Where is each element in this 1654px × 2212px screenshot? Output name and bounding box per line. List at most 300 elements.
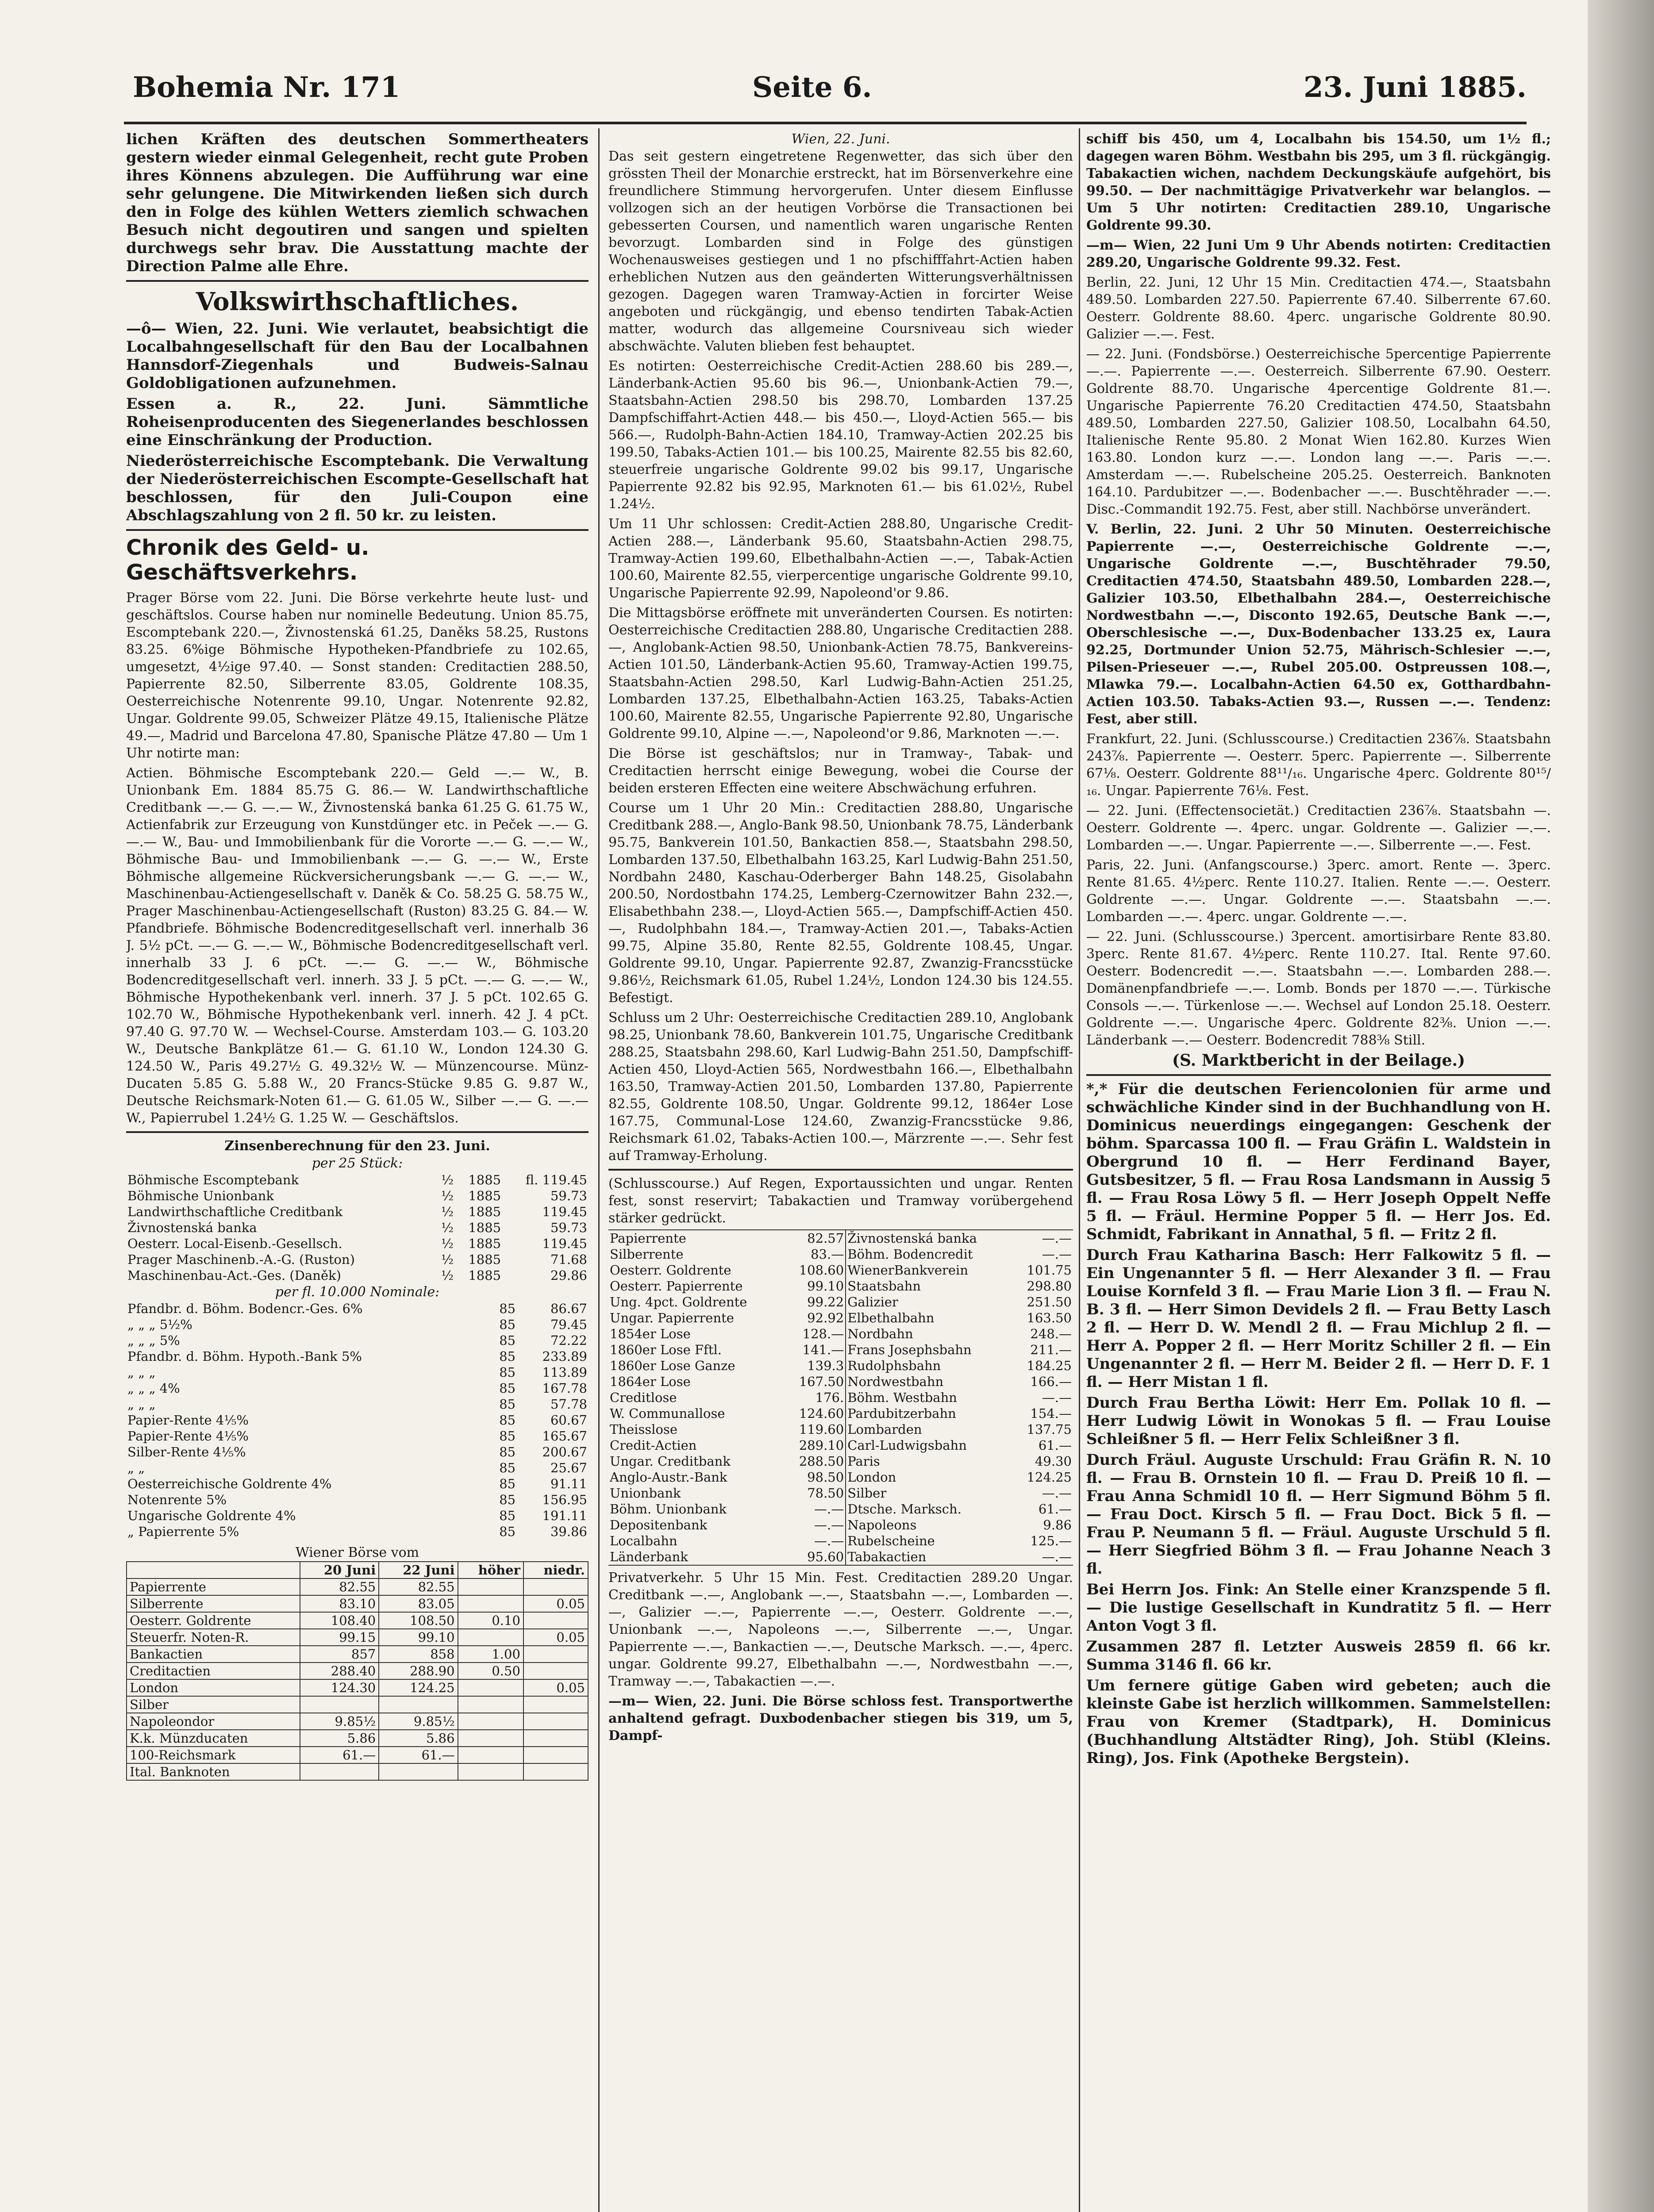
table-row [126,1508,589,1524]
security-value: 95.60 [807,1549,844,1564]
table-cell [458,1629,523,1646]
table-row [608,1278,1073,1294]
divider [608,1169,1073,1171]
table-cell [458,1595,523,1612]
table-row [126,1172,589,1188]
security-name: WienerBankverein [846,1262,1013,1278]
security-value: 92.92 [807,1310,844,1325]
table-row [608,1246,1073,1262]
closing-course-table [608,1229,1073,1566]
security-name: Credit-Actien [610,1438,697,1453]
table-cell: 82.55 [379,1578,458,1595]
table-cell: 99.15 [300,1629,379,1646]
table-row [126,1476,589,1492]
security-value: 61.— [1038,1438,1072,1453]
year: 1885 [468,1204,501,1219]
table-row [127,1679,588,1696]
frankfurt-effectensocietaet: — 22. Juni. (Effectensocietät.) Creditactien 236⅞. Staatsbahn —. Oesterr. Goldrente —. 4perc. ungar. Goldrente —. Galizier —.—. Lombarden —.—. Ungar. Papierrente —.—. Silberrente —.—. Fest. [1086,803,1551,853]
security-name: Böhm. Bodencredit [846,1246,1013,1262]
year: 85 [499,1460,516,1475]
vienna-closing-2h: Schluss um 2 Uhr: Oesterreichische Creditactien 289.10, Anglobank 98.25, Unionbank 78.60, Bankverein 101.75, Ungarische Creditbank 288.25, Staatsbahn 298.60, Karl Ludwig-Bahn 251.50, Dampfschiff-Actien 450, Lloyd-Actien 565, Nordwestbahn 166.—, Elbethalbahn 163.50, Tramway-Actien 201.50, Lombarden 137.80, Papierrente 82.55, Goldrente 108.50, Ungar. Goldrente 99.12, 1864er Lose 167.75, Communal-Lose 124.60, Zwanzig-Francsstücke 9.86, Reichsmark 61.02, Tabaks-Actien 100.—, Märzrente —.—. Sehr fest auf Tramway-Erholung. [608,1010,1073,1164]
security-value: 248.— [1030,1326,1072,1341]
year: 85 [499,1413,516,1428]
security-name: Oesterr. Local-Eisenb.-Gesellsch. [127,1236,342,1251]
vienna-trading-note: Die Börse ist geschäftslos; nur in Tramway-, Tabak- und Creditactien herrscht einige Bewegung, wobei die Course der beiden ersteren Effecten eine weitere Abschwächung erfuhren. [608,746,1073,796]
table-cell: 61.— [300,1747,379,1763]
interest-value: 113.89 [542,1365,587,1380]
table-row [608,1453,1073,1469]
berlin-report-noon: Berlin, 22. Juni, 12 Uhr 15 Min. Creditactien 474.—, Staatsbahn 489.50. Lombarden 227.50. Papierrente 67.40. Silberrente 67.60. Oesterr. Goldrente 88.60. 4perc. ungarische Goldrente 80.90. Galizier —.—. Fest. [1086,275,1551,342]
table-row [127,1730,588,1747]
divider [126,280,589,282]
table-row [608,1469,1073,1485]
security-name: Nordwestbahn [846,1374,1013,1390]
table-row [126,1348,589,1364]
table-row [608,1549,1073,1565]
table-row [126,1188,589,1204]
table-cell: 83.05 [379,1595,458,1612]
table-cell: Papierrente [127,1578,300,1595]
table-row [127,1578,588,1595]
year: 85 [499,1381,516,1396]
year: 85 [499,1333,516,1348]
table-row [608,1390,1073,1406]
security-name: Silberrente [610,1247,684,1262]
security-name: „ „ „ [127,1397,156,1412]
year: 1885 [468,1188,501,1203]
year: 85 [499,1349,516,1364]
security-value: 137.75 [1027,1422,1072,1437]
table-cell [458,1730,523,1747]
table-cell [523,1646,588,1663]
year: 85 [499,1508,516,1523]
table-cell: Napoleondor [127,1713,300,1730]
table-row [127,1696,588,1713]
period-fraction [485,1333,489,1348]
donations-urschuld: Durch Fräul. Auguste Urschuld: Frau Gräfin R. N. 10 fl. — Frau B. Ornstein 10 fl. — Frau D. Preiß 10 fl. — Frau Anna Schmidl 10 fl. — Herr Sigmund Böhm 5 fl. — Frau Doct. Kirsch 5 fl. — Frau Doct. Bick 5 fl. — Frau P. Neumann 5 fl. — Fräul. Auguste Urschuld 5 fl. — Herr Siegfried Böhm 3 fl. — Frau Johanne Neach 3 fl. [1086,1451,1551,1578]
paris-closing: — 22. Juni. (Schlusscourse.) 3percent. amortisirbare Rente 83.80. 3perc. Rente 81.67. 4½perc. Rente 110.27. Ital. Rente 97.60. Oesterr. Bodencredit —.—. Staatsbahn —.—. Lombarden 288.—. Domänenpfandbriefe —.—. Lomb. Bonds per 1870 —.—. Türkische Consols —.—. Türkenlose —.—. Wechsel auf London 25.18. Oesterr. Goldrente —.—. Ungarische 4perc. Goldrente 82⅜. Union —.—. Länderbank —.— Oesterr. Bodencredit 788⅜ Still. [1086,929,1551,1048]
column-3 [1086,131,1551,2212]
security-value: 49.30 [1035,1454,1072,1469]
berlin-report-afternoon: V. Berlin, 22. Juni. 2 Uhr 50 Minuten. Oesterreichische Papierrente —.—, Oesterreichische Goldrente —.—, Ungarische Goldrente —.—, Buschtěhrader 79.50, Creditactien 474.50, Staatsbahn 489.50, Lombarden 228.—, Galizier 103.50, Elbethalbahn 284.—, Oesterreichische Nordwestbahn —.—, Disconto 192.65, Deutsche Bank —.—, Oberschlesische —.—, Dux-Bodenbacher 133.25 ex, Laura 92.25, Dortmunder Union 52.75, Mährisch-Schlesier —.—, Pilsen-Prieseuer —.—, Rubel 205.00. Ostpreussen 108.—, Mlawka 79.—. Localbahn-Actien 64.50 ex, Gotthardbahn-Actien 103.50. Tabaks-Actien 93.—, Russen —.—. Tendenz: Fest, aber still. [1086,522,1551,727]
paris-opening: Paris, 22. Juni. (Anfangscourse.) 3perc. amort. Rente —. 3perc. Rente 81.65. 4½perc. Rente 110.27. Italien. Rente —.—. Oesterr. Goldrente —.—. Ungar. Goldrente —.—. Staatsbahn —.—. Lombarden —.—. 4perc. ungar. Goldrente —.—. [1086,857,1551,925]
theatre-review-text: lichen Kräften des deutschen Sommertheaters gestern wieder einmal Gelegenheit, recht gute Proben ihres Könnens abzulegen. Die Aufführung war eine sehr gelungene. Die Mitwirkenden ließen sich durch den in Folge des kühlen Wetters ziemlich schwachen Besuch nicht degoutiren und sangen und spielten durchwegs sehr brav. Die Ausstattung machte der Direction Palme alle Ehre. [126,131,589,275]
table-cell [300,1696,379,1713]
table-cell: 100-Reichsmark [127,1747,300,1763]
period-fraction [485,1460,489,1476]
period-fraction [485,1444,489,1460]
security-name: Landwirthschaftliche Creditbank [127,1204,343,1219]
table-row [126,1460,589,1476]
security-name: Lombarden [846,1421,1013,1437]
security-name: Böhm. Unionbank [610,1502,727,1517]
divider [126,529,589,531]
security-value: 108.60 [799,1263,844,1278]
security-name: Elbethalbahn [846,1310,1013,1326]
table-row [126,1301,589,1317]
security-name: Anglo-Austr.-Bank [610,1470,727,1485]
table-row [126,1220,589,1236]
table-cell [523,1696,588,1713]
table-row [608,1485,1073,1501]
table-cell: 83.10 [300,1595,379,1612]
security-value: 166.— [1030,1374,1072,1389]
security-name: Tabakactien [846,1549,1013,1565]
security-value: —.— [1042,1486,1072,1501]
table-row [127,1595,588,1612]
table-row [608,1294,1073,1310]
table-cell [523,1713,588,1730]
security-name: Böhm. Westbahn [846,1390,1013,1406]
vienna-evening-report: —m— Wien, 22. Juni. Die Börse schloss fest. Transportwerthe anhaltend gefragt. Duxbodenbacher stiegen bis 319, um 5, Dampf- [608,1694,1073,1743]
security-value: 251.50 [1027,1294,1072,1310]
security-name: 1860er Lose Ganze [610,1358,735,1373]
news-vienna-localbahn: —ô— Wien, 22. Juni. Wie verlautet, beabsichtigt die Localbahngesellschaft für den Bau der Localbahnen Hannsdorf-Ziegenhals und Budweis-Salnau Goldobligationen aufzunehmen. [126,320,589,392]
vienna-report-continued: schiff bis 450, um 4, Localbahn bis 154.50, um 1½ fl.; dagegen waren Böhm. Westbahn bis 295, um 3 fl. rückgängig. Tabakactien wichen, nachdem Deckungskäufe aufgehört, bis 99.50. — Der nachmittägige Privatverkehr war belanglos. — Um 5 Uhr notirten: Creditactien 289.10, Ungarische Goldrente 99.30. [1086,131,1551,233]
security-value: 9.86 [1043,1517,1072,1532]
security-name: „ „ „ 4% [127,1381,180,1396]
year: 85 [499,1524,516,1539]
table-cell [458,1747,523,1763]
table-row [127,1629,588,1646]
table-row [608,1374,1073,1390]
period-fraction: ½ [441,1172,454,1187]
period-fraction [485,1380,489,1396]
vienna-market-report: Das seit gestern eingetretene Regenwetter, das sich über den grössten Theil der Monarchie erstreckt, hat im Börsenverkehre eine freundlichere Stimmung hervorgerufen. Unter diesem Einflusse vollzogen sich an der heutigen Vorbörse die Transactionen bei gebesserten Coursen, und namentlich waren ungarische Renten bevorzugt. Lombarden sind in Folge des günstigen Wochenausweises gestiegen und 1 no pfschifffahrt-Actien haben erheblichen Nutzen aus den geänderten Witterungsverhältnissen gezogen. Dagegen waren Tramway-Actien in forcirter Weise angeboten und rückgängig, und ebenso tendirten Tabak-Actien matter, wodurch das allgemeine Coursniveau sich wieder abschwächte. Valuten blieben fest behauptet. [608,149,1073,354]
period-fraction [485,1524,489,1540]
table-cell [523,1578,588,1595]
table-cell: 61.— [379,1747,458,1763]
security-name: Notenrente 5% [127,1492,227,1507]
security-name: Galizier [846,1294,1013,1310]
security-name: Papier-Rente 4⅕% [127,1413,249,1428]
period-fraction [485,1396,489,1412]
interest-value: 39.86 [550,1524,587,1539]
security-name: Unionbank [610,1486,681,1501]
vienna-quotes-1h20: Course um 1 Uhr 20 Min.: Creditactien 288.80, Ungarische Creditbank 288.—, Anglo-Bank 98.50, Unionbank 78.75, Länderbank 95.75, Bankverein 101.50, Bankactien 858.—, Staatsbahn 298.50, Lombarden 137.50, Elbethalbahn 163.25, Karl Ludwig-Bahn 251.50, Nordbahn 2480, Kaschau-Oderberger Bahn 148.25, Gisolabahn 200.50, Nordostbahn 174.25, Lemberg-Czernowitzer Bahn 232.—, Elisabethbahn 238.—, Lloyd-Actien 565.—, Dampfschiff-Actien 450.—, Rudolphbahn 184.—, Tramway-Actien 201.—, Tabaks-Actien 99.75, Alpine 35.80, Rente 82.55, Goldrente 108.45, Ungar. Goldrente 99.10, Ungar. Papierrente 92.87, Zwanzig-Francsstücke 9.86½, Reichsmark 61.05, Rubel 1.24½, London 124.30 bis 124.55. Befestigt. [608,800,1073,1006]
table-cell [523,1730,588,1747]
security-value: 163.50 [1027,1310,1072,1325]
security-name: Böhmische Unionbank [127,1188,274,1203]
table-cell: 82.55 [300,1578,379,1595]
table-cell: Creditactien [127,1663,300,1679]
security-value: —.— [814,1502,844,1517]
page-binding-edge [1588,0,1654,2212]
interest-value: 71.68 [550,1252,587,1267]
table-cell [523,1663,588,1679]
year: 85 [499,1444,516,1459]
table-cell: 0.05 [523,1679,588,1696]
security-value: 125.— [1030,1533,1072,1548]
security-value: —.— [1042,1231,1072,1246]
year: 85 [499,1476,516,1491]
header-date: 23. Juni 1885. [1304,71,1527,104]
security-value: —.— [1042,1390,1072,1405]
security-name: Creditlose [610,1390,677,1405]
security-name: „ „ „ [127,1365,156,1380]
security-name: „ „ „ 5½% [127,1317,192,1332]
table-cell: 858 [379,1646,458,1663]
table-cell [300,1763,379,1780]
table-cell: 288.90 [379,1663,458,1679]
security-value: 98.50 [807,1470,844,1485]
year: 85 [499,1365,516,1380]
security-name: Länderbank [610,1549,688,1564]
period-fraction: ½ [441,1220,454,1235]
security-value: —.— [814,1533,844,1548]
year: 85 [499,1429,516,1444]
table-row [126,1444,589,1460]
table-cell: 0.10 [458,1612,523,1629]
security-value: 154.— [1030,1406,1072,1421]
column-header: höher [458,1562,523,1578]
interest-value: 165.67 [542,1429,587,1444]
header-page-number: Seite 6. [752,71,872,104]
year: 85 [499,1397,516,1412]
column-2 [608,131,1073,2212]
table-cell: 99.10 [379,1629,458,1646]
table-row [608,1262,1073,1278]
period-fraction [485,1364,489,1380]
period-fraction: ½ [441,1268,454,1283]
column-header [127,1562,300,1578]
security-value: 211.— [1030,1342,1072,1357]
period-fraction [485,1412,489,1428]
interest-value: 59.73 [550,1188,587,1203]
closing-course-intro: (Schlusscourse.) Auf Regen, Exportaussichten und ungar. Renten fest, sonst reservirt; Tabakactien und Tramway vorübergehend stärker gedrückt. [608,1176,1073,1226]
frankfurt-closing: Frankfurt, 22. Juni. (Schlusscourse.) Creditactien 236⅞. Staatsbahn 243⅞. Papierrente —. Oesterr. 5perc. Papierrente —. Silberrente 67⅛. Oesterr. Goldrente 88¹¹/₁₆. Ungarische 4perc. Goldrente 80¹⁵/₁₆. Ungar. Papierrente 76⅛. Fest. [1086,731,1551,799]
prague-exchange-report: Prager Börse vom 22. Juni. Die Börse verkehrte heute lust- und geschäftslos. Course haben nur nominelle Bedeutung. Union 85.75, Escomptebank 220.—, Živnostenská 61.25, Daněks 58.25, Rustons 83.25. 6%ige Böhmische Hypotheken-Pfandbriefe zu 102.65, umgesetzt, 4½ige 97.40. — Sonst standen: Creditactien 288.50, Papierrente 82.50, Silberrente 83.05, Goldrente 108.35, Oesterreichische Notenrente 99.10, Ungar. Notenrente 92.82, Ungar. Goldrente 99.05, Schweizer Plätze 49.15, Italienische Plätze 49.—, Madrid und Barcelona 47.80, Spanische Plätze 47.80 — Um 1 Uhr notirte man: [126,590,589,761]
security-value: 61.— [1038,1502,1072,1517]
security-name: Prager Maschinenb.-A.-G. (Ruston) [127,1252,355,1267]
column-header: 20 Juni [300,1562,379,1578]
security-value: 176. [815,1390,844,1405]
table-row [608,1421,1073,1437]
donations-loewit: Durch Frau Bertha Löwit: Herr Em. Pollak 10 fl. — Herr Ludwig Löwit in Wonokas 5 fl. — Frau Louise Schleißner 5 fl. — Herr Felix Schleißner 3 fl. [1086,1394,1551,1448]
dateline-vienna: Wien, 22. Juni. [791,131,890,147]
period-fraction: ½ [441,1204,454,1219]
interest-value: 191.11 [542,1508,587,1523]
table-cell [458,1713,523,1730]
table-cell: 9.85½ [300,1713,379,1730]
interest-value: 119.45 [542,1204,587,1219]
period-fraction [485,1492,489,1508]
security-value: 298.80 [1027,1279,1072,1294]
security-name: Napoleons [846,1517,1013,1533]
table-cell: 108.50 [379,1612,458,1629]
page-header [133,71,1527,124]
security-value: 124.60 [799,1406,844,1421]
security-name: Theisslose [610,1422,678,1437]
security-name: „ Papierrente 5% [127,1524,239,1539]
security-value: 82.57 [807,1231,844,1246]
security-name: 1860er Lose Fftl. [610,1342,722,1357]
security-name: „ „ „ 5% [127,1333,180,1348]
security-name: Carl-Ludwigsbahn [846,1437,1013,1453]
table-cell: Silber [127,1696,300,1713]
interest-value: 200.67 [542,1444,587,1459]
security-name: Rudolphsbahn [846,1358,1013,1374]
table-row [126,1524,589,1540]
security-value: 124.25 [1027,1470,1072,1485]
period-fraction: ½ [441,1188,454,1203]
year: 85 [499,1317,516,1332]
table-cell: Ital. Banknoten [127,1763,300,1780]
security-value: 99.22 [807,1294,844,1310]
security-value: 101.75 [1027,1263,1072,1278]
vienna-quotes-open: Es notirten: Oesterreichische Credit-Actien 288.60 bis 289.—, Länderbank-Actien 95.60 bis 96.—, Unionbank-Actien 79.—, Staatsbahn-Actien 298.50 bis 298.70, Lombarden 137.25 Dampfschiffahrt-Actien 448.— bis 450.—, Lloyd-Actien 565.— bis 566.—, Rudolph-Bahn-Actien 184.10, Tramway-Actien 202.25 bis 199.50, Tabaks-Actien 101.— bis 100.25, Mairente 82.55 bis 82.60, steuerfreie ungarische Goldrente 99.02 bis 99.17, Ungarische Papierrente 92.82 bis 92.95, Marknoten 61.— bis 61.02½, Rubel 1.24½. [608,358,1073,512]
security-name: Živnostenská banka [846,1230,1013,1246]
table-cell: Steuerfr. Noten-R. [127,1629,300,1646]
security-name: Oesterreichische Goldrente 4% [127,1476,332,1491]
table-cell [523,1612,588,1629]
table-row [608,1342,1073,1358]
year: 1885 [468,1252,501,1267]
security-name: Papier-Rente 4⅕% [127,1429,249,1444]
section-title-economy: Volkswirthschaftliches. [196,287,519,316]
divider [126,1131,589,1133]
security-name: Oesterr. Papierrente [610,1279,743,1294]
table-row [126,1267,589,1283]
security-value: 289.10 [799,1438,844,1453]
interest-table-subtitle-2: per fl. 10.000 Nominale: [275,1284,440,1300]
table-row [126,1236,589,1252]
table-cell: Oesterr. Goldrente [127,1612,300,1629]
security-name: Maschinenbau-Act.-Ges. (Daněk) [127,1268,341,1283]
donations-total: Zusammen 287 fl. Letzter Ausweis 2859 fl. 66 kr. Summa 3146 fl. 66 kr. [1086,1638,1551,1674]
table-row [608,1517,1073,1533]
news-essen-iron: Essen a. R., 22. Juni. Sämmtliche Roheisenproducenten des Siegenerlandes beschlossen eine Einschränkung der Production. [126,395,589,449]
interest-value: 233.89 [542,1349,587,1364]
column-divider [598,128,600,2212]
security-value: 83.— [811,1247,844,1262]
table-row [608,1230,1073,1246]
donations-appeal: Um fernere gütige Gaben wird gebeten; auch die kleinste Gabe ist herzlich willkommen. Sammelstellen: Frau von Kremer (Stadtpark), H. Dominicus (Buchhandlung Altstädter Ring), Joh. Stübl (Kleins. Ring), Jos. Fink (Apotheke Bergstein). [1086,1677,1551,1767]
table-row [127,1663,588,1679]
table-row [126,1317,589,1333]
table-cell: 5.86 [379,1730,458,1747]
table-row [608,1310,1073,1326]
column-1 [126,131,589,2212]
prague-actien-list: Actien. Böhmische Escomptebank 220.— Geld —.— W., B. Unionbank Em. 1884 85.75 G. 86.— W. Landwirthschaftliche Creditbank —.— G. —.— W., Živnostenská banka 61.25 G. 61.75 W., Actienfabrik zur Erzeugung von Kunstdünger etc. in Peček —.— G. —.— W., Bau- und Immobilienbank für die Vororte —.— G. —.— W., Böhmische Bau- und Immobilienbank —.— G. —.— W., Erste Böhmische allgemeine Rückversicherungsbank —.— G. —.— W., Maschinenbau-Actiengesellschaft v. Daněk & Co. 58.25 G. 58.75 W., Prager Maschinenbau-Actiengesellschaft (Ruston) 83.25 G. 84.— W. Pfandbriefe. Böhmische Bodencreditgesellschaft verl. innerhalb 36 J. 5½ pCt. —.— G. —.— W., Böhmische Bodencreditgesellschaft verl. innerhalb 33 J. 6 pCt. —.— G. —.— W., Böhmische Bodencreditgesellschaft verl. innerh. 33 J. 5 pCt. —.— G. —.— W., Böhmische Hypothekenbank verl. innerh. 37 J. 5 pCt. 102.65 G. 102.70 W., Böhmische Hypothekenbank verl. innerh. 42 J. 4 pCt. 97.40 G. 97.70 W. — Wechsel-Course. Amsterdam 103.— G. 103.20 W., Deutsche Bankplätze 61.— G. 61.10 W., London 124.30 G. 124.50 W., Paris 49.27½ G. 49.32½ W. — Münzencourse. Münz-Ducaten 5.85 G. 5.88 W., 20 Francs-Stücke 9.85 G. 9.87 W., Deutsche Reichsmark-Noten 61.— G. 61.05 W., Silber —.— G. —.— W., Papierrubel 1.24½ G. 1.25 W. — Geschäftslos. [126,765,589,1126]
table-cell: 124.30 [300,1679,379,1696]
security-name: „ „ [127,1460,145,1475]
interest-table-bonds [126,1301,589,1540]
table-row [126,1204,589,1220]
table-row [608,1437,1073,1453]
security-value: 119.60 [799,1422,844,1437]
table-row [127,1713,588,1730]
table-cell: 108.40 [300,1612,379,1629]
security-name: London [846,1469,1013,1485]
interest-table-shares [126,1172,589,1283]
table-cell: 124.25 [379,1679,458,1696]
interest-value: fl. 119.45 [525,1172,587,1187]
security-name: Localbahn [610,1533,677,1548]
table-row [126,1380,589,1396]
security-value: —.— [814,1517,844,1532]
security-name: Böhmische Escomptebank [127,1172,299,1187]
security-name: Ungar. Papierrente [610,1310,734,1325]
table-cell [523,1763,588,1780]
security-name: Nordbahn [846,1326,1013,1342]
security-name: Silber-Rente 4⅕% [127,1444,246,1459]
news-escomptebank: Niederösterreichische Escomptebank. Die Verwaltung der Niederösterreichischen Escompte-Gesellschaft hat beschlossen, für den Juli-Coupon eine Abschlagszahlung von 2 fl. 50 kr. zu leisten. [126,452,589,524]
header-rule [124,122,1527,124]
vienna-midday-report: Die Mittagsbörse eröffnete mit unveränderten Coursen. Es notirten: Oesterreichische Creditactien 288.80, Ungarische Creditactien 288.—, Anglobank-Actien 98.50, Unionbank-Actien 78.75, Bankvereins-Actien 101.50, Länderbank-Actien 95.60, Tramway-Actien 199.75, Staatsbahn-Actien 298.50, Karl Ludwig-Bahn-Actien 251.25, Lombarden 137.25, Elbethalbahn-Actien 163.25, Tabaks-Actien 100.60, Mairente 82.55, Ungarische Papierrente 92.80, Ungarische Goldrente 99.10, Alpine —.—, Napoleond'or 9.86, Marknoten —.—. [608,605,1073,741]
table-cell [458,1679,523,1696]
security-name: 1854er Lose [610,1326,691,1341]
berlin-fondsboerse: — 22. Juni. (Fondsbörse.) Oesterreichische 5percentige Papierrente —.—. Papierrente —.—. Oesterreich. Silberrente 67.90. Oesterr. Goldrente 88.70. Ungarische 4percentige Goldrente 81.—. Ungarische Papierrente 76.20 Creditactien 474.50, Staatsbahn 489.50, Lombarden 227.50, Galizier 108.50, Localbahn 64.50, Italienische Rente 95.80. 2 Monat Wien 162.80. Kurzes Wien 163.80. London kurz —.—. London lang —.—. Paris —.—. Amsterdam —.—. Rubelscheine 205.25. Oesterreich. Banknoten 164.10. Pardubitzer —.—. Bodenbacher —.—. Buschtěhrader —.—. Disc.-Commandit 192.75. Fest, aber still. Nachbörse unverändert. [1086,346,1551,517]
period-fraction [485,1476,489,1492]
table-cell: 5.86 [300,1730,379,1747]
interest-value: 57.78 [550,1397,587,1412]
interest-value: 60.67 [550,1413,587,1428]
column-header: 22 Juni [379,1562,458,1578]
interest-value: 156.95 [542,1492,587,1507]
table-cell: 288.40 [300,1663,379,1679]
table-row [127,1612,588,1629]
table-row [126,1412,589,1428]
interest-value: 72.22 [550,1333,587,1348]
security-name: Oesterr. Goldrente [610,1263,731,1278]
security-name: Rubelscheine [846,1533,1013,1549]
security-value: 99.10 [807,1279,844,1294]
security-name: Silber [846,1485,1013,1501]
security-name: 1864er Lose [610,1374,691,1389]
table-row [608,1326,1073,1342]
vienna-exchange-table-title: Wiener Börse vom [295,1545,419,1560]
security-value: 78.50 [807,1486,844,1501]
table-cell [458,1763,523,1780]
security-name: Pfandbr. d. Böhm. Bodencr.-Ges. 6% [127,1301,363,1316]
table-cell: 9.85½ [379,1713,458,1730]
table-row [127,1646,588,1663]
period-fraction [485,1428,489,1444]
interest-value: 79.45 [550,1317,587,1332]
security-name: Papierrente [610,1231,686,1246]
header-issue: Bohemia Nr. 171 [133,71,400,104]
section-title-chronik: Chronik des Geld- u. Geschäftsverkehrs. [126,535,369,585]
table-cell: 1.00 [458,1646,523,1663]
market-report-note: (S. Marktbericht in der Beilage.) [1172,1051,1466,1070]
table-row [126,1364,589,1380]
table-row [126,1396,589,1412]
year: 1885 [468,1268,501,1283]
table-cell: K.k. Münzducaten [127,1730,300,1747]
year: 1885 [468,1236,501,1251]
column-header: niedr. [523,1562,588,1578]
period-fraction: ½ [441,1252,454,1267]
year: 85 [499,1301,516,1316]
interest-value: 25.67 [550,1460,587,1475]
interest-value: 59.73 [550,1220,587,1235]
table-row [126,1428,589,1444]
donations-basch: Durch Frau Katharina Basch: Herr Falkowitz 5 fl. — Ein Ungenannter 5 fl. — Herr Alexander 3 fl. — Frau Louise Kornfeld 3 fl. — Frau Marie Lion 3 fl. — Frau N. B. 3 fl. — Herr Simon Devidels 2 fl. — Frau Betty Lasch 2 fl. — Herr D. W. Mendl 2 fl. — Frau Michlup 2 fl. — Herr A. Popper 2 fl. — Herr Moritz Schiller 2 fl. — Ein Ungenannter 2 fl. — Herr M. Beider 2 fl. — Herr D. F. 1 fl. — Herr Mistan 1 fl. [1086,1246,1551,1391]
table-cell: London [127,1679,300,1696]
security-name: Depositenbank [610,1517,708,1532]
table-row [126,1252,589,1267]
private-trading-report: Privatverkehr. 5 Uhr 15 Min. Fest. Creditactien 289.20 Ungar. Creditbank —.—, Anglobank —.—, Staatsbahn —.—, Lombarden —.—, Galizier —.—, Papierrente —.—, Oesterr. Goldrente —.—, Unionbank —.—, Napoleons —.—, Silberrente —.—, Ungar. Papierrente —.—, Bankactien —.—, Deutsche Marksch. —.—, 4perc. ungar. Goldrente 99.27, Elbethalbahn —.—, Nordwestbahn —.—, Tramway —.—, Tabakactien —.—. [608,1570,1073,1689]
table-row [127,1747,588,1763]
table-cell: 0.05 [523,1595,588,1612]
security-name: Dtsche. Marksch. [846,1501,1013,1517]
period-fraction [485,1508,489,1524]
security-name: Ung. 4pct. Goldrente [610,1294,747,1310]
divider [1086,1074,1551,1076]
vienna-evening-quotes: —m— Wien, 22 Juni Um 9 Uhr Abends notirten: Creditactien 289.20, Ungarische Goldrente 99.32. Fest. [1086,238,1551,270]
security-value: —.— [1042,1247,1072,1262]
